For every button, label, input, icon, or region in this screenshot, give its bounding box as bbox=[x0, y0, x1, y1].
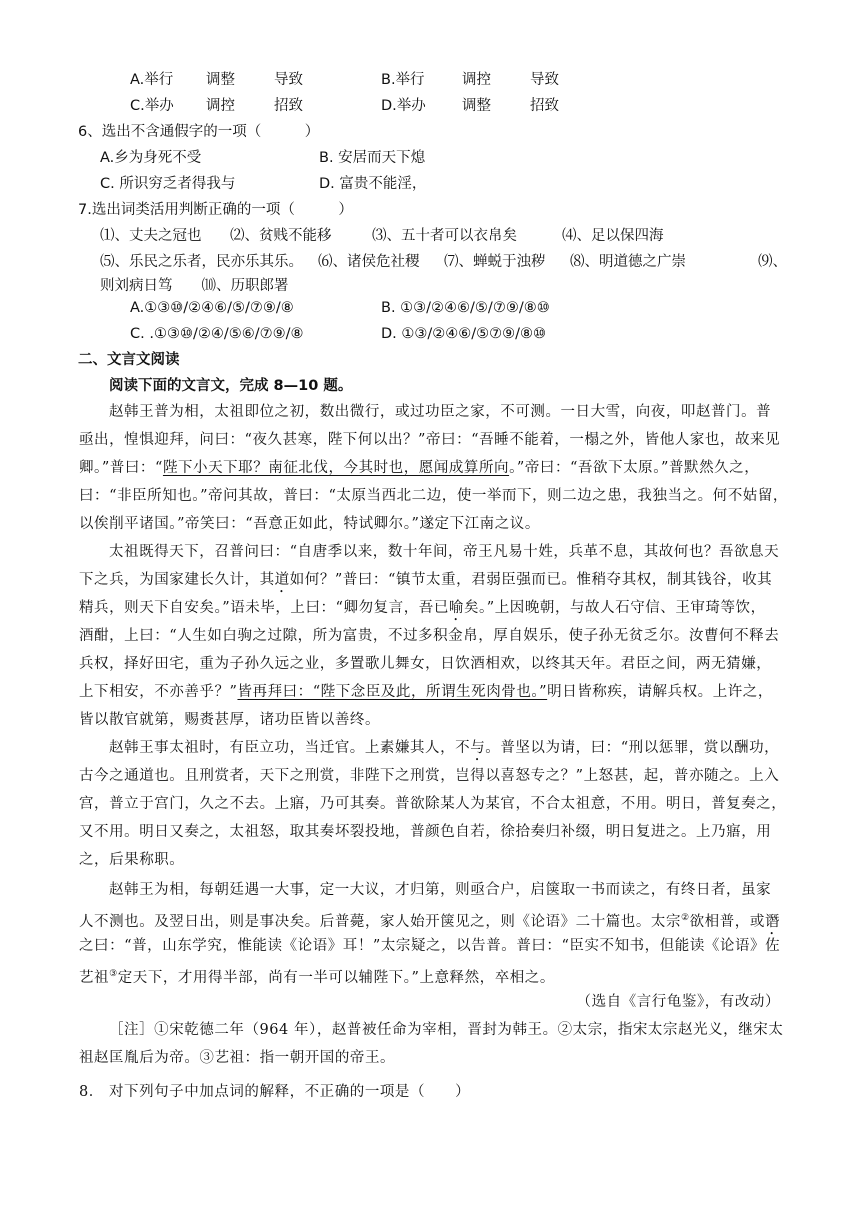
passage-text: 如何？”普曰：“镇节太重，君弱臣强而已。惟稍夺其权，制其钱谷，收其 bbox=[289, 572, 773, 588]
passage-text: 。普坚以为请，曰：“刑以惩罪，赏以酬功， bbox=[485, 740, 780, 756]
q7-option-d: D. ①③/②④⑥/⑤⑦⑨/⑧⑩ bbox=[381, 326, 547, 342]
q7-item-row-3: 则刘病日笃 ⑽、历职郎署 bbox=[100, 278, 289, 294]
q7-item-1: ⑴、丈夫之冠也 bbox=[100, 228, 202, 244]
passage-text: 精兵，则天下自安矣。”语未毕，上曰：“卿勿复言，吾已 bbox=[79, 600, 449, 616]
q7-item-3: ⑶、五十者可以衣帛矣 bbox=[372, 228, 517, 244]
passage-p1-line: 曰：“非臣所知也。”帝问其故，普曰：“太原当西北二边，使一举而下，则二边之患，我独当之。何不姑留， bbox=[79, 488, 788, 504]
underlined-sentence: 陛下小天下耶？南征北伐，今其时也，愿闻成算所向 bbox=[162, 460, 510, 476]
q6-option-b: B. 安居而天下熄 bbox=[319, 150, 426, 166]
q5-option-b-1: B.举行 bbox=[381, 72, 425, 88]
passage-text: 定天下，才用得半部，尚有一半可以辅陛下。”上意释然，卒相之。 bbox=[117, 969, 555, 986]
dotted-word: 谮 bbox=[764, 913, 780, 930]
passage-p2-line: 酒酣，上曰：“人生如白驹之过隙，所为富贵，不过多积金帛，厚自娱乐，使子孙无贫乏尔。汝曹何不释去 bbox=[79, 628, 780, 644]
q5-option-a-3: 导致 bbox=[274, 72, 303, 88]
q8-stem: 8． 对下列句子中加点词的解释，不正确的一项是（ ） bbox=[79, 1084, 471, 1100]
passage-text: 。”帝曰：“吾欲下太原。”普默然久之， bbox=[509, 460, 760, 476]
q7-item-5: ⑸、乐民之乐者，民亦乐其乐。 bbox=[100, 254, 303, 270]
passage-p3-line: 又不用。明日又奏之，太祖怒，取其奏坏裂投地，普颜色自若，徐拾奏归补缀，明日复进之。上乃寤，用 bbox=[79, 824, 772, 840]
q5-option-b-2: 调控 bbox=[462, 72, 491, 88]
passage-p4-line: 之曰：“普，山东学究，惟能读《论语》耳！”太宗疑之，以告普。普曰：“臣实不知书，但能读《论语》佐 bbox=[79, 938, 781, 954]
q5-option-d-3: 招致 bbox=[530, 98, 559, 114]
q5-option-a-2: 调整 bbox=[206, 72, 235, 88]
passage-p2-line bbox=[79, 570, 772, 596]
q7-item-7: ⑺、蝉蜕于浊秽 bbox=[444, 254, 546, 270]
passage-p3-line: 之，后果称职。 bbox=[79, 852, 185, 868]
passage-p4-line bbox=[79, 908, 780, 938]
footnote-marker: ② bbox=[681, 913, 690, 923]
annotation-line: 祖赵匡胤后为帝。③艺祖：指一朝开国的帝王。 bbox=[79, 1050, 396, 1066]
passage-source: （选自《言行龟鉴》，有改动） bbox=[576, 994, 780, 1010]
q7-option-b: B. ①③/②④⑥/⑤/⑦⑨/⑧⑩ bbox=[381, 300, 550, 316]
q5-option-a-1: A.举行 bbox=[130, 72, 174, 88]
passage-p3-line bbox=[109, 738, 779, 764]
q7-stem: 7.选出词类活用判断正确的一项（ ） bbox=[78, 202, 353, 218]
q6-option-d: D. 富贵不能淫， bbox=[319, 176, 427, 192]
dotted-word: 道 bbox=[274, 572, 290, 588]
q6-option-c: C. 所识穷乏者得我与 bbox=[100, 176, 236, 192]
q7-item-9-start: ⑼、 bbox=[758, 254, 787, 270]
q7-item-4: ⑷、足以保四海 bbox=[562, 228, 664, 244]
passage-text: 赵韩王事太祖时，有臣立功，当迁官。上素嫌其人，不 bbox=[109, 740, 471, 756]
passage-p3-line: 宫，普立于宫门，久之不去。上寤，乃可其奏。普欲除某人为某官，不合太祖意，不用。明日，普复奏之， bbox=[79, 796, 787, 812]
passage-text: 矣。”上因晚朝，与故人石守信、王审琦等饮， bbox=[463, 600, 766, 616]
q5-option-b-3: 导致 bbox=[530, 72, 559, 88]
passage-p1-line bbox=[79, 458, 759, 478]
passage-p2-line bbox=[79, 682, 773, 702]
underlined-sentence: 皆再拜曰：“陛下念臣及此，所谓生死肉骨也。” bbox=[237, 684, 548, 700]
q7-option-a: A.①③⑩/②④⑥/⑤/⑦⑨/⑧ bbox=[130, 300, 294, 316]
passage-text: 人不测也。及翌日出，则是事决矣。后普薨，家人始开箧见之，则《论语》二十篇也。太宗 bbox=[79, 913, 681, 930]
annotation-line: ［注］①宋乾德二年（964 年），赵普被任命为宰相，晋封为韩王。②太宗，指宋太宗赵光义，继宋太 bbox=[109, 1022, 784, 1038]
section-instruction: 阅读下面的文言文，完成 8—10 题。 bbox=[109, 378, 353, 394]
q5-option-c-3: 招致 bbox=[274, 98, 303, 114]
passage-p1-line: 以俟削平诸国。”帝笑曰：“吾意正如此，特试卿尔。”遂定下江南之议。 bbox=[79, 516, 540, 532]
q7-item-2: ⑵、贫贱不能移 bbox=[230, 228, 332, 244]
passage-p2-line: 皆以散官就第，赐赉甚厚，诸功臣皆以善终。 bbox=[79, 712, 380, 728]
passage-text: 下之兵，为国家建长久计，其 bbox=[79, 572, 275, 588]
passage-text: 欲相普，或 bbox=[689, 913, 765, 930]
q5-option-c-1: C.举办 bbox=[130, 98, 174, 114]
passage-text: 艺祖 bbox=[79, 969, 110, 986]
passage-text: 卿。”普曰：“ bbox=[79, 460, 163, 476]
q6-stem: 6、选出不含通假字的一项（ ） bbox=[78, 124, 320, 140]
q7-option-c: C. .①③⑩/②④/⑤⑥/⑦⑨/⑧ bbox=[130, 326, 304, 342]
q5-option-d-1: D.举办 bbox=[381, 98, 426, 114]
dotted-word: 与 bbox=[470, 740, 486, 756]
q6-option-a: A.乡为身死不受 bbox=[100, 150, 202, 166]
q7-item-8: ⑻、明道德之广崇 bbox=[570, 254, 686, 270]
passage-p2-line bbox=[79, 598, 766, 624]
passage-p1-line: 赵韩王普为相，太祖即位之初，数出微行，或过功臣之家，不可测。一日大雪，向夜，叩赵普门。普 bbox=[109, 404, 772, 420]
q5-option-c-2: 调控 bbox=[206, 98, 235, 114]
passage-text: 上下相安，不亦善乎？” bbox=[79, 684, 238, 700]
q7-item-6: ⑹、诸侯危社稷 bbox=[318, 254, 420, 270]
passage-p4-line bbox=[79, 964, 555, 988]
dotted-word: 喻 bbox=[448, 600, 464, 616]
passage-p4-line: 赵韩王为相，每朝廷遇一大事，定一大议，才归第，则亟合户，启箧取一书而读之，有终日者，虽家 bbox=[109, 882, 772, 898]
footnote-marker: ③ bbox=[109, 969, 118, 979]
passage-p1-line: 亟出，惶惧迎拜，问曰：“夜久甚寒，陛下何以出？”帝曰：“吾睡不能着，一榻之外，皆他人家也，故来见 bbox=[79, 432, 781, 448]
q5-option-d-2: 调整 bbox=[462, 98, 491, 114]
passage-p2-line: 兵权，择好田宅，重为子孙久远之业，多置歌儿舞女，日饮酒相欢，以终其天年。君臣之间，两无猜嫌， bbox=[79, 656, 772, 672]
passage-p3-line: 古今之通道也。且刑赏者，天下之刑赏，非陛下之刑赏，岂得以喜怒专之？”上怒甚，起，普亦随之。上入 bbox=[79, 768, 780, 784]
section-heading: 二、文言文阅读 bbox=[78, 352, 180, 368]
passage-text: 明日皆称疾，请解兵权。上许之， bbox=[547, 684, 773, 700]
passage-p2-line: 太祖既得天下，召普问曰：“自唐季以来，数十年间，帝王凡易十姓，兵革不息，其故何也？吾欲息天 bbox=[109, 544, 780, 560]
